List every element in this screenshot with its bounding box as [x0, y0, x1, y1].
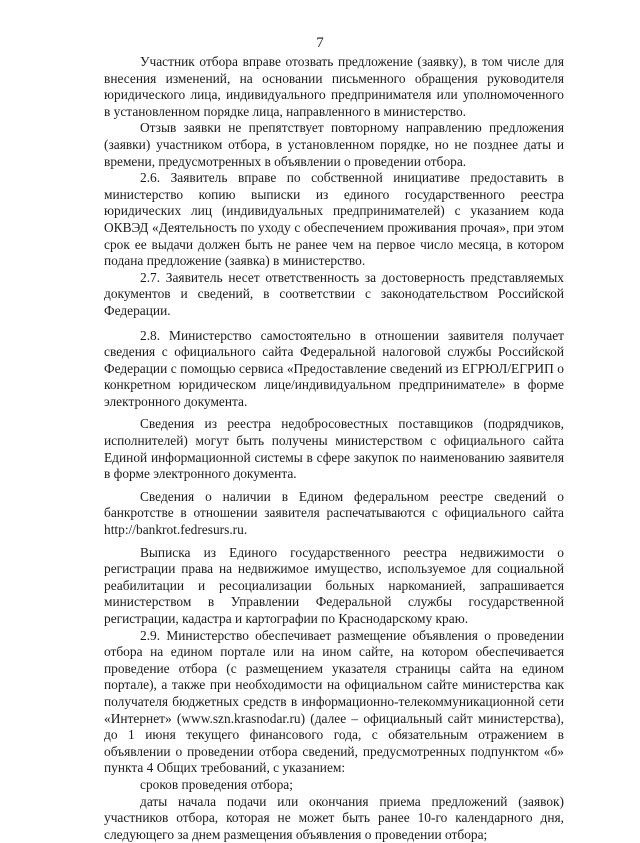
- paragraph-withdraw-application: Участник отбора вправе отозвать предложение (заявку), в том числе для внесения изменений, на основании письменного обращения руководителя юридического лица, индивидуального предпринимателя или уполномоченного в установленном порядке лица, направленного в министерство.: [104, 54, 564, 119]
- list-item-selection-dates: сроков проведения отбора;: [140, 776, 293, 792]
- paragraph-bankruptcy-register: Сведения о наличии в Едином федеральном реестре сведений о банкротстве в отношении заявителя распечатываются с официального сайта http://bankrot.fedresurs.ru.: [104, 488, 564, 538]
- document-body: [104, 54, 564, 843]
- paragraph-2-7: 2.7. Заявитель несет ответственность за достоверность представляемых документов и сведений, в соответствии с законодательством Российской Федерации.: [104, 269, 564, 318]
- paragraph-withdrawal-no-obstacle: Отзыв заявки не препятствует повторному направлению предложения (заявки) участником отбора, в установленном порядке, но не позднее даты и времени, предусмотренных в объявлении о проведении отбора.: [104, 120, 564, 169]
- page-number: 7: [316, 35, 324, 51]
- paragraph-unfair-suppliers: Сведения из реестра недобросовестных поставщиков (подрядчиков, исполнителей) могут быть получены министерством с официального сайта Единой информационной системы в сфере закупок по наименованию заявителя в форме электронного документа.: [104, 416, 564, 482]
- list-item-submission-dates: даты начала подачи или окончания приема предложений (заявок) участников отбора, которая не может быть ранее 10-го календарного дня, следующего за днем размещения объявления о проведении отбора;: [104, 793, 564, 842]
- paragraph-2-9: 2.9. Министерство обеспечивает размещение объявления о проведении отбора на едином портале или на ином сайте, на котором обеспечивается проведение отбора (с размещением указателя страницы сайта на едином портале), а также при необходимости на официальном сайте министерства как получателя бюджетных средств в информационно-телекоммуникационной сети «Интернет» (www.szn.krasnodar.ru) (далее – официальный сайт министерства), до 1 июня текущего финансового года, с обязательным отражением в объявлении о проведении отбора сведений, предусмотренных подпунктом «б» пункта 4 Общих требований, с указанием:: [104, 627, 564, 776]
- paragraph-2-6: 2.6. Заявитель вправе по собственной инициативе предоставить в министерство копию выписки из единого государственного реестра юридических лиц (индивидуальных предпринимателей) с указанием кода ОКВЭД «Деятельность по уходу с обеспечением проживания прочая», при этом срок ее выдачи должен быть не ранее чем на первое число месяца, в котором подана предложение (заявка) в министерство.: [104, 170, 564, 269]
- paragraph-real-estate-extract: Выписка из Единого государственного реестра недвижимости о регистрации права на недвижимое имущество, используемое для социальной реабилитации и ресоциализации больных наркоманией, запрашивается министерством в Управлении Федеральной службы государственной регистрации, кадастра и картографии по Краснодарскому краю.: [104, 544, 564, 626]
- paragraph-2-8: 2.8. Министерство самостоятельно в отношении заявителя получает сведения с официального сайта Федеральной налоговой службы Российской Федерации с помощью сервиса «Предоставление сведений из ЕГРЮЛ/ЕГРИП о конкретном юридическом лице/индивидуальном предпринимателе» в форме электронного документа.: [104, 327, 564, 409]
